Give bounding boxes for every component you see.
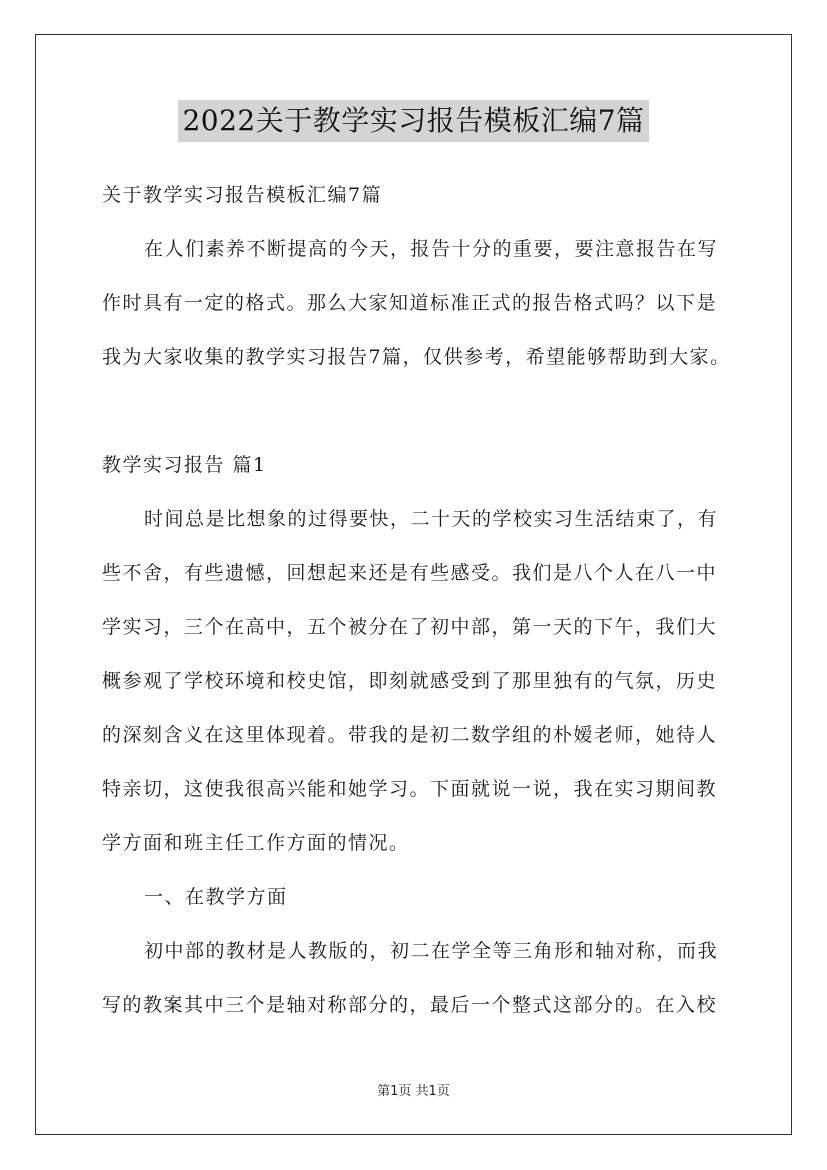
body-line: 写的教案其中三个是轴对称部分的，最后一个整式这部分的。在入校 [102, 994, 718, 1016]
page-number: 第1页 共1页 [377, 1084, 450, 1099]
body-line: 特亲切，这使我很高兴能和她学习。下面就说一说，我在实习期间教 [102, 778, 718, 800]
section-heading: 教学实习报告 篇1 [102, 454, 267, 476]
body-line: 的深刻含义在这里体现着。带我的是初二数学组的朴嫒老师，她待人 [102, 724, 718, 746]
document-title: 2022关于教学实习报告模板汇编7篇 [178, 100, 648, 142]
intro-line: 我为大家收集的教学实习报告7篇，仅供参考，希望能够帮助到大家。 [102, 346, 731, 368]
body-line: 概参观了学校环境和校史馆，即刻就感受到了那里独有的气氛，历史 [102, 670, 718, 692]
body-line: 时间总是比想象的过得要快，二十天的学校实习生活结束了，有 [144, 508, 719, 530]
body-line: 学实习，三个在高中，五个被分在了初中部，第一天的下午，我们大 [102, 616, 718, 638]
intro-line: 在人们素养不断提高的今天，报告十分的重要，要注意报告在写 [144, 238, 719, 260]
intro-line: 作时具有一定的格式。那么大家知道标准正式的报告格式吗？以下是 [102, 292, 718, 314]
document-subtitle: 关于教学实习报告模板汇编7篇 [102, 184, 383, 206]
title-block [0, 100, 827, 142]
body-line: 些不舍，有些遗憾，回想起来还是有些感受。我们是八个人在八一中 [102, 562, 718, 584]
body-line: 初中部的教材是人教版的，初二在学全等三角形和轴对称，而我 [144, 940, 719, 962]
body-line: 学方面和班主任工作方面的情况。 [102, 832, 410, 854]
subsection-heading: 一、在教学方面 [144, 886, 288, 908]
